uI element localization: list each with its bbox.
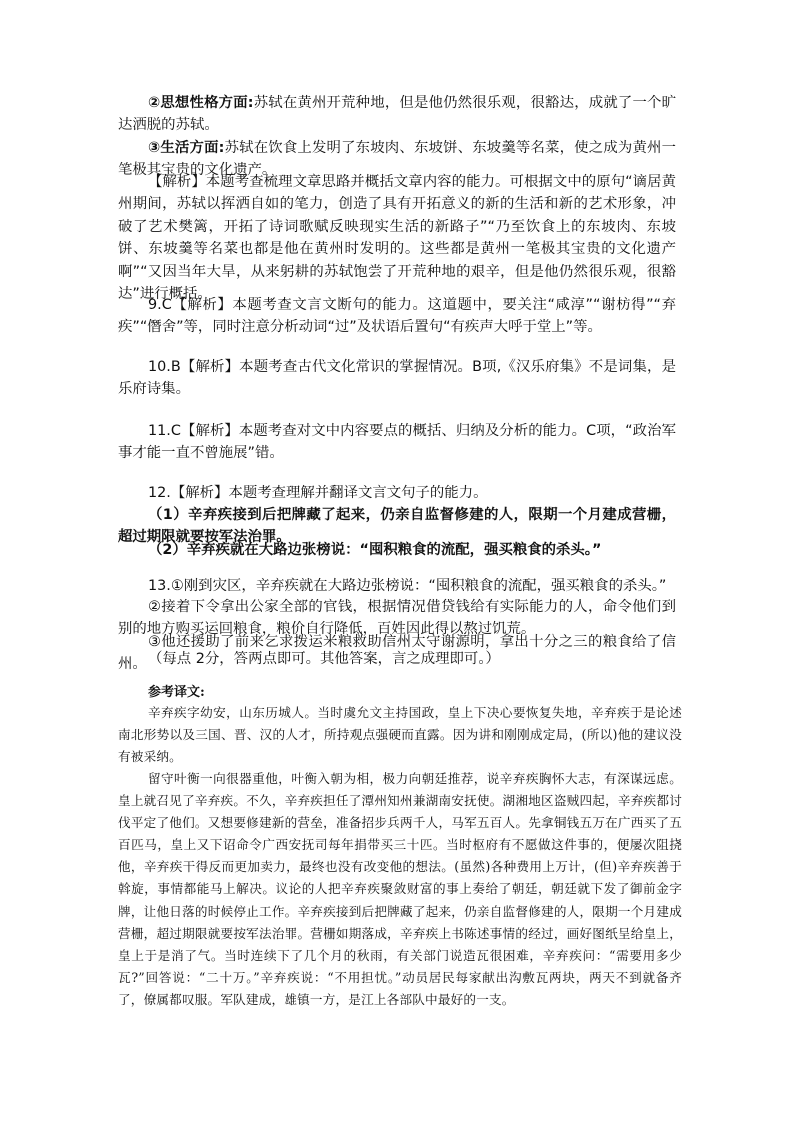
- question-13-scoring-note: （每点 2分，答两点即可。其他答案，言之成理即可。）: [148, 651, 500, 667]
- analysis-item-thinking-label: ②思想性格方面:: [148, 95, 254, 111]
- translation-paragraph-2: 留守叶衡一向很器重他，叶衡入朝为相，极力向朝廷推荐，说辛弃疾胸怀大志，有深谋远虑。皇上就召见了辛弃疾。不久，辛弃疾担任了潭州知州兼湖南安抚使。湖湘地区盗贼四起，辛弃疾都讨伐平定了他们。又想要修建新的营垒，准备招步兵两千人，马军五百人。先拿铜钱五万在广西买了五百匹马，皇上又下诏命令广西安抚司每年捐带买三十匹。当时枢府有不愿做这件事的，便屡次阻挠他，辛弃疾干得反而更加卖力，最终也没有改变他的想法。(虽然)各种费用上万计，(但)辛弃疾善于斡旋，事情都能马上解决。议论的人把辛弃疾聚敛财富的事上奏给了朝廷，朝廷就下发了御前金字牌，让他日落的时候停止工作。辛弃疾接到后把牌藏了起来，仍亲自监督修建的人，限期一个月建成营栅，超过期限就要按军法治罪。营栅如期落成，辛弃疾上书陈述事情的经过，画好图纸呈给皇上，皇上于是消了气。当时连续下了几个月的秋雨，有关部门说造瓦很困难，辛弃疾问：“需要用多少瓦?”回答说：“二十万。”辛弃疾说：“不用担忧。”动员居民每家献出沟敷瓦两块，两天不到就备齐了，僚属都叹服。军队建成，雄镇一方，是江上各部队中最好的一支。: [118, 771, 682, 1007]
- question-13-answer-3: ③他还援助了前来乞求拨运米粮救助信州太守谢源明，拿出十分之三的粮食给了信州。: [118, 634, 676, 673]
- question-12-head: 12.【解析】本题考查理解并翻译文言文句子的能力。: [148, 485, 488, 501]
- question-12-answer-1: （1）辛弃疾接到后把牌藏了起来，仍亲自监督修建的人，限期一个月建成营栅，超过期限就要按军法治罪。: [118, 507, 676, 546]
- analysis-item-life-label: ③生活方面:: [148, 140, 225, 156]
- question-13-answer-2: ②接着下令拿出公家全部的官钱，根据情况借贷钱给有实际能力的人，命令他们到别的地方购买运回粮食，粮价自行降低，百姓因此得以熬过饥荒。: [118, 599, 676, 638]
- question-9-answer: 9.C【解析】本题考查文言文断句的能力。这道题中，要关注“咸淳”“谢枋得”“弃疾”“僭舍”等，同时注意分析动词“过”及状语后置句“有疾声大呼于堂上”等。: [118, 297, 676, 336]
- translation-title: 参考译文:: [148, 685, 205, 700]
- question-11-answer: 11.C【解析】本题考查对文中内容要点的概括、归纳及分析的能力。C项，“政治军事才能一直不曾施展”错。: [118, 423, 676, 462]
- question-12-answer-2: （2）辛弃疾就在大路边张榜说：“囤积粮食的流配，强买粮食的杀头。”: [148, 542, 602, 558]
- analysis-explanation: 【解析】本题考查梳理文章思路并概括文章内容的能力。可根据文中的原句“谪居黄州期间，苏轼以挥洒自如的笔力，创造了具有开拓意义的新的生活和新的艺术形象，冲破了艺术樊篱，开拓了诗词歌赋反映现实生活的新路子”“乃至饮食上的东坡肉、东坡饼、东坡羹等名菜也都是他在黄州时发明的。这些都是黄州一笔极其宝贵的文化遗产啊”“又因当年大旱，从来躬耕的苏轼饱尝了开荒种地的艰辛，但是他仍然很乐观，很豁达”进行概括。: [118, 174, 676, 303]
- analysis-item-thinking-text: 苏轼在黄州开荒种地，但是他仍然很乐观，很豁达，成就了一个旷达洒脱的苏轼。: [118, 95, 676, 134]
- question-13-answer-1: 13.①刚到灾区，辛弃疾就在大路边张榜说：“囤积粮食的流配，强买粮食的杀头。”: [148, 578, 667, 594]
- question-10-answer: 10.B【解析】本题考查古代文化常识的掌握情况。B项,《汉乐府集》不是词集，是乐府诗集。: [118, 359, 676, 398]
- analysis-item-life-text: 苏轼在饮食上发明了东坡肉、东坡饼、东坡羹等名菜，使之成为黄州一笔极其宝贵的文化遗产。: [118, 140, 676, 179]
- analysis-item-thinking: [118, 92, 676, 137]
- translation-paragraph-1: 辛弃疾字幼安，山东历城人。当时虞允文主持国政，皇上下决心要恢复失地，辛弃疾于是论述南北形势以及三国、晋、汉的人才，所持观点强硬而直露。因为讲和刚刚成定局，(所以)他的建议没有被采纳。: [118, 705, 682, 765]
